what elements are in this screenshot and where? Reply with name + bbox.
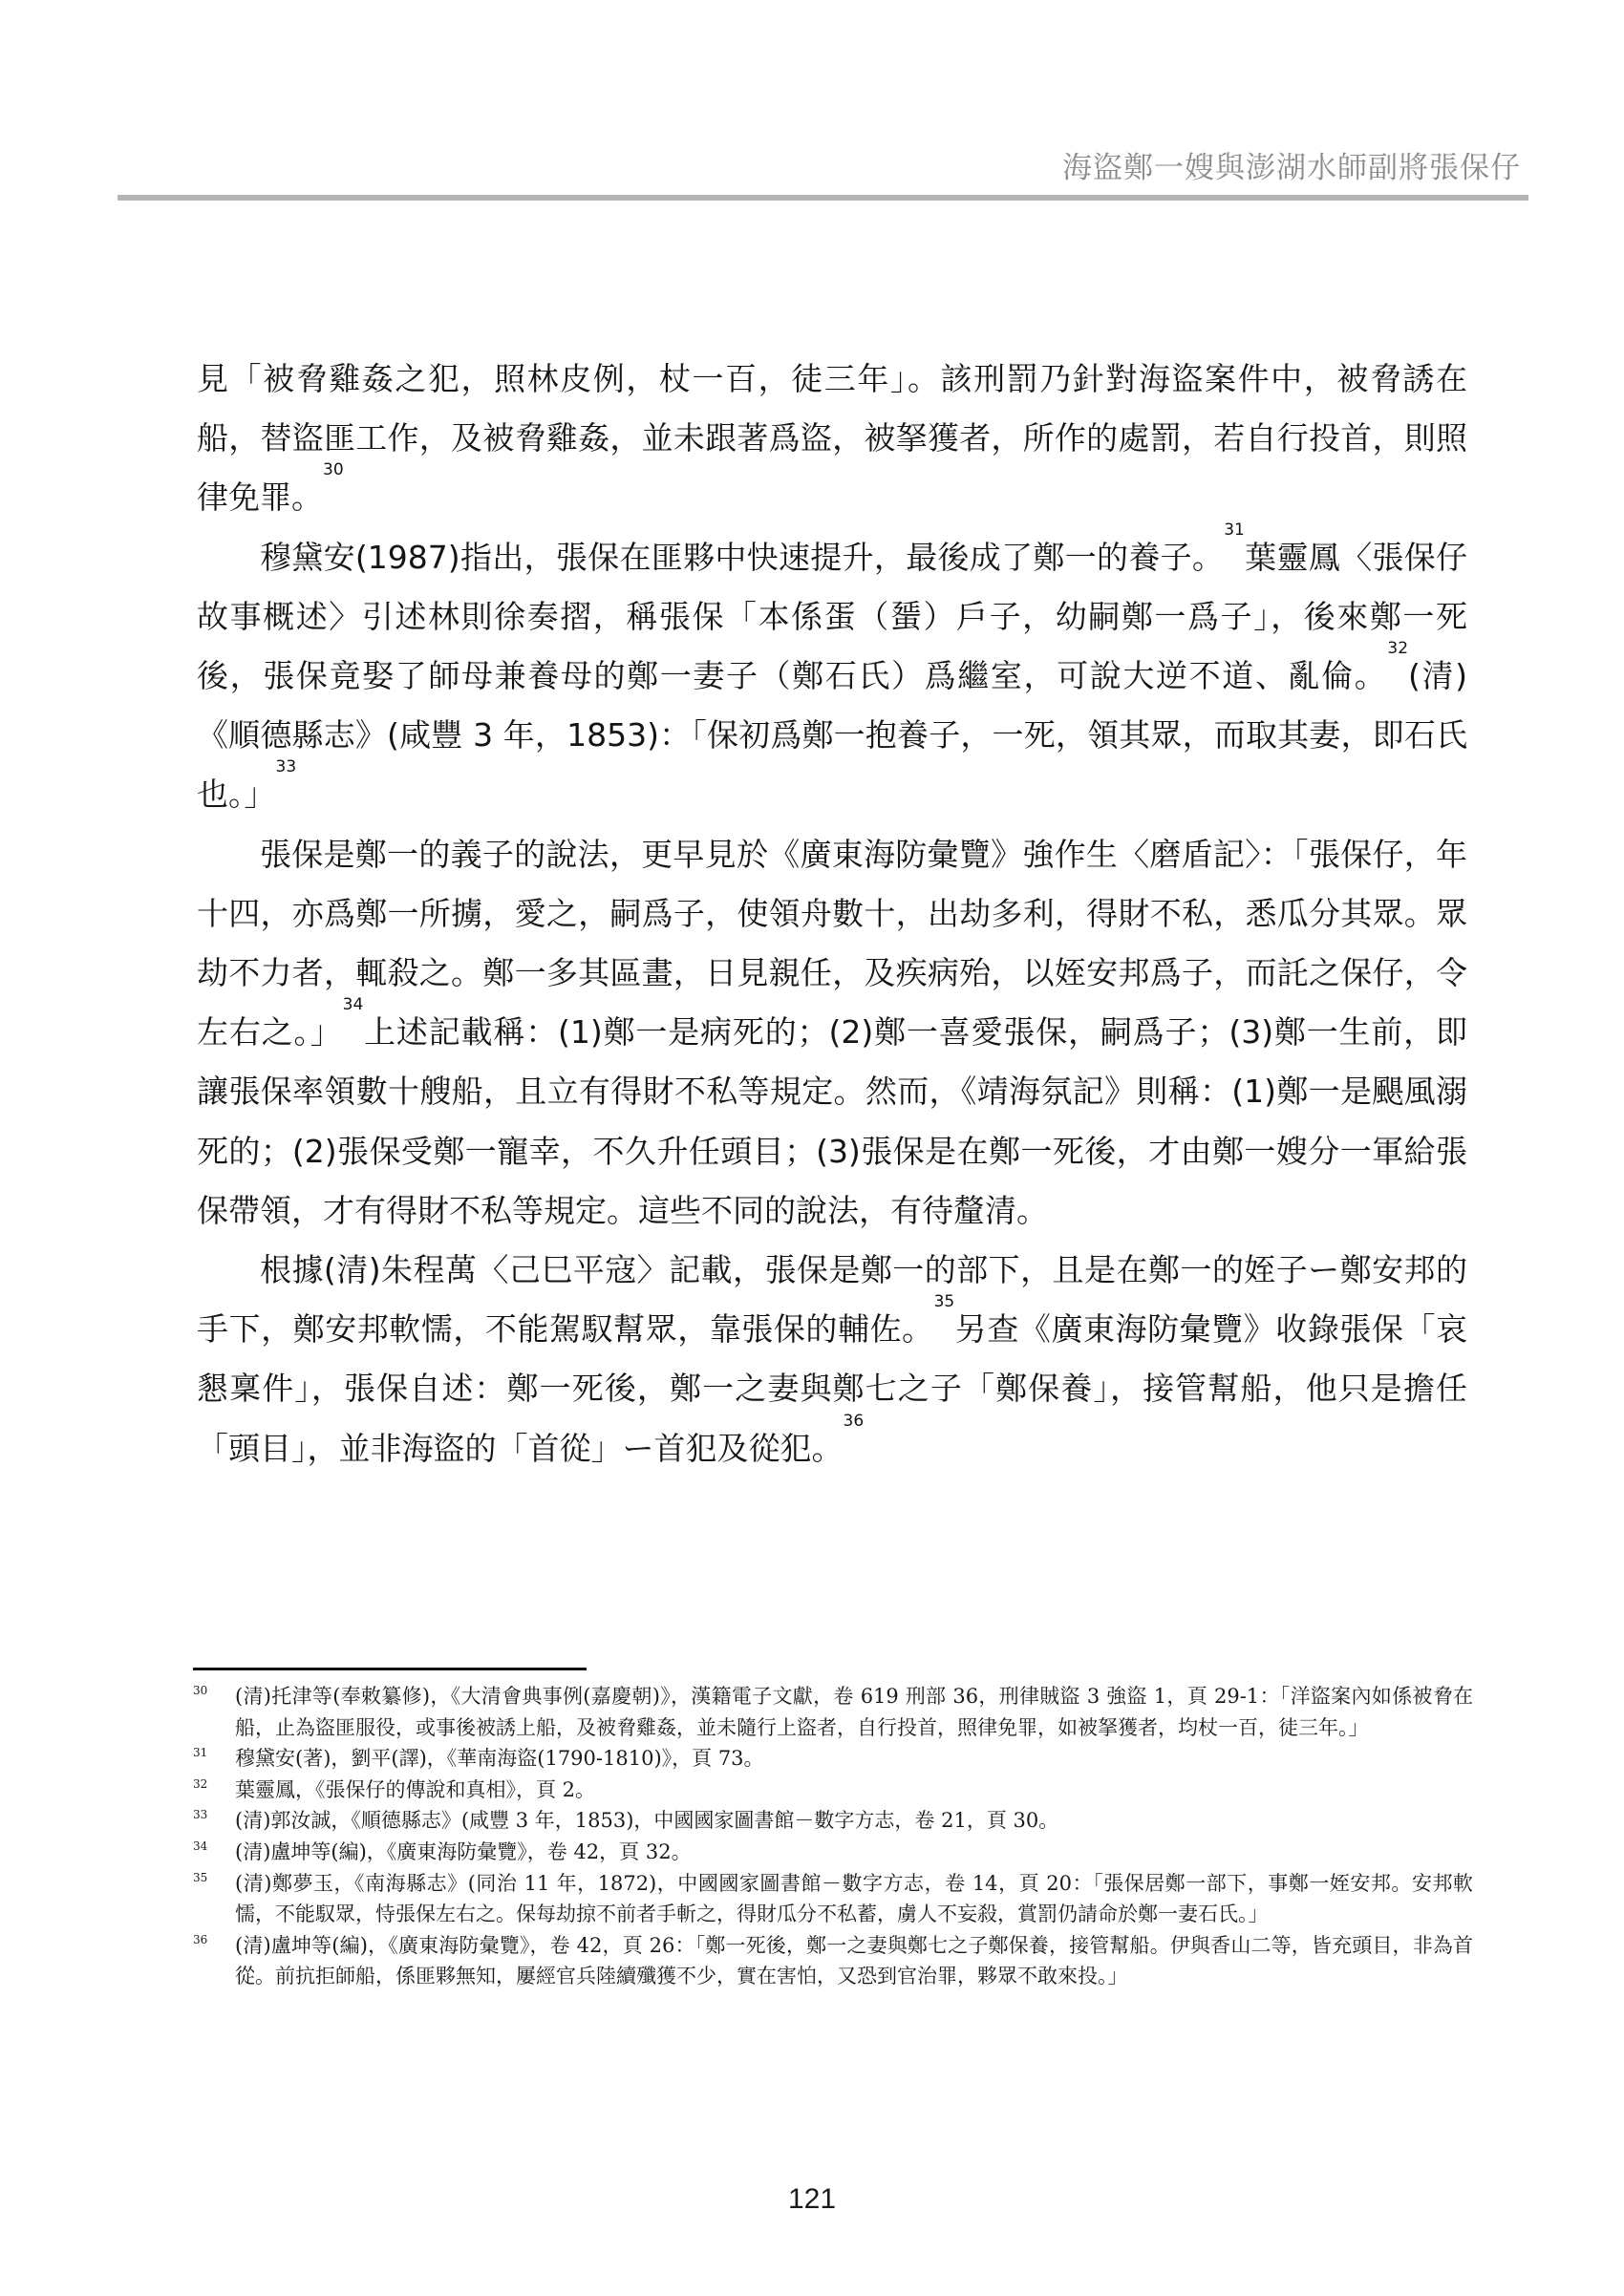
footnote-text: (清)盧坤等(編)，《廣東海防彙覽》，卷 42，頁 26：「鄭一死後，鄭一之妻與鄭七之子鄭保養，接管幫船。伊與香山二等，皆充頭目，非為首從。前抗拒師船，係匪夥無知，屢經官兵陸續殲獲不少，實在害怕，又恐到官治罪，夥眾不敢來投。」 xyxy=(235,1933,1473,1988)
footnote-text: 葉靈鳳，《張保仔的傳說和真相》，頁 2。 xyxy=(235,1777,596,1801)
footnote-ref[interactable]: 33 xyxy=(275,757,297,777)
footnote-ref[interactable]: 32 xyxy=(1387,639,1409,659)
header-rule xyxy=(118,195,1528,201)
footnote-ref[interactable]: 31 xyxy=(1224,520,1245,540)
footnote-text: (清)郭汝誠，《順德縣志》(咸豐 3 年，1853)，中國國家圖書館－數字方志，卷 21，頁 30。 xyxy=(235,1809,1059,1833)
paragraph-text: 張保是鄭一的義子的說法，更早見於《廣東海防彙覽》強作生〈磨盾記〉：「張保仔，年十四，亦爲鄭一所擄，愛之，嗣爲子，使領舟數十，出劫多利，得財不私，悉瓜分其眾。眾劫不力者，輒殺之。鄭一多其區畫，日見親任，及疾病殆，以姪安邦爲子，而託之保仔，令左右之。」 xyxy=(197,835,1467,1052)
paragraph-text: 見「被脅雞姦之犯，照林皮例，杖一百，徒三年」。該刑罰乃針對海盜案件中，被脅誘在船，替盜匪工作，及被脅雞姦，並未跟著爲盜，被拏獲者，所作的處罰，若自行投首，則照律免罪。 xyxy=(197,360,1467,517)
running-title: 海盜鄭一嫂與澎湖水師副將張保仔 xyxy=(1062,151,1521,185)
paragraph xyxy=(197,520,1468,825)
footnote-number: 36 xyxy=(193,1932,208,1946)
footnote-text: 穆黛安(著)，劉平(譯)，《華南海盜(1790-1810)》，頁 73。 xyxy=(235,1747,764,1771)
footnote-number: 30 xyxy=(193,1684,208,1697)
body-text xyxy=(197,350,1467,1478)
footnote-ref[interactable]: 35 xyxy=(933,1292,955,1312)
footnote-33 xyxy=(193,1805,1473,1837)
paragraph-text: 根據(清)朱程萬〈己巳平寇〉記載，張保是鄭一的部下，且是在鄭一的姪子ー鄭安邦的手下，鄭安邦軟懦，不能駕馭幫眾，靠張保的輔佐。 xyxy=(197,1251,1467,1349)
footnote-number: 31 xyxy=(193,1746,208,1760)
footnote-text: (清)鄭夢玉，《南海縣志》(同治 11 年，1872)，中國國家圖書館－數字方志，卷 14，頁 20：「張保居鄭一部下，事鄭一姪安邦。安邦軟懦，不能馭眾，恃張保左右之。保每劫掠不前者手斬之，得財瓜分不私蓄，虜人不妄殺，賞罰仍請命於鄭一妻石氏。」 xyxy=(235,1871,1473,1926)
page-number: 121 xyxy=(787,2183,837,2215)
paragraph xyxy=(197,1241,1467,1478)
footnote-ref[interactable]: 36 xyxy=(843,1411,865,1431)
footnote-32 xyxy=(193,1775,1473,1806)
paragraph-text: 葉靈鳳〈張保仔故事概述〉引述林則徐奏摺，稱張保「本係蛋（蜑）戶子，幼嗣鄭一爲子」，後來鄭一死後，張保竟娶了師母兼養母的鄭一妻子（鄭石氏）爲繼室，可說大逆不道、亂倫。 xyxy=(197,538,1468,695)
footnote-35 xyxy=(193,1868,1473,1930)
footnote-number: 33 xyxy=(193,1808,208,1822)
footnote-number: 32 xyxy=(193,1776,208,1791)
footnote-number: 35 xyxy=(193,1870,208,1884)
footnote-ref[interactable]: 30 xyxy=(323,460,344,480)
footnote-31 xyxy=(193,1743,1473,1775)
footnote-separator xyxy=(193,1668,587,1670)
footnote-34 xyxy=(193,1837,1473,1868)
footnote-text: (清)托津等(奉敕纂修)，《大清會典事例(嘉慶朝)》，漢籍電子文獻，卷 619 刑部 36，刑律賊盜 3 強盜 1，頁 29-1：「洋盜案內如係被脅在船，止為盜匪服役，或事後被誘上船，及被脅雞姦，並未隨行上盜者，自行投首，照律免罪，如被拏獲者，均杖一百，徒三年。」 xyxy=(235,1685,1473,1739)
paragraph-text: 另查《廣東海防彙覽》收錄張保「哀懇稟件」，張保自述：鄭一死後，鄭一之妻與鄭七之子「鄭保養」，接管幫船，他只是擔任「頭目」，並非海盜的「首從」ー首犯及從犯。 xyxy=(197,1310,1468,1467)
footnote-36 xyxy=(193,1930,1473,1992)
paragraph-text: 上述記載稱：(1)鄭一是病死的；(2)鄭一喜愛張保，嗣爲子；(3)鄭一生前，即讓張保率領數十艘船，且立有得財不私等規定。然而，《靖海氛記》則稱：(1)鄭一是颶風溺死的；(2)張保受鄭一寵幸，不久升任頭目；(3)張保是在鄭一死後，才由鄭一嫂分一軍給張保帶領，才有得財不私等規定。這些不同的說法，有待釐清。 xyxy=(197,1013,1468,1229)
paragraph-text: 穆黛安(1987)指出，張保在匪夥中快速提升，最後成了鄭一的養子。 xyxy=(260,538,1225,576)
footnote-ref[interactable]: 34 xyxy=(342,995,364,1015)
paragraph xyxy=(197,825,1467,1241)
footnote-number: 34 xyxy=(193,1839,208,1853)
footnote-text: (清)盧坤等(編)，《廣東海防彙覽》，卷 42，頁 32。 xyxy=(235,1839,692,1863)
paragraph-text: (清)《順德縣志》(咸豐 3 年，1853)：「保初爲鄭一抱養子，一死，領其眾，而取其妻，即石氏也。」 xyxy=(197,657,1468,814)
footnotes xyxy=(193,1681,1473,1992)
footnote-30 xyxy=(193,1681,1473,1743)
paragraph xyxy=(197,350,1467,528)
